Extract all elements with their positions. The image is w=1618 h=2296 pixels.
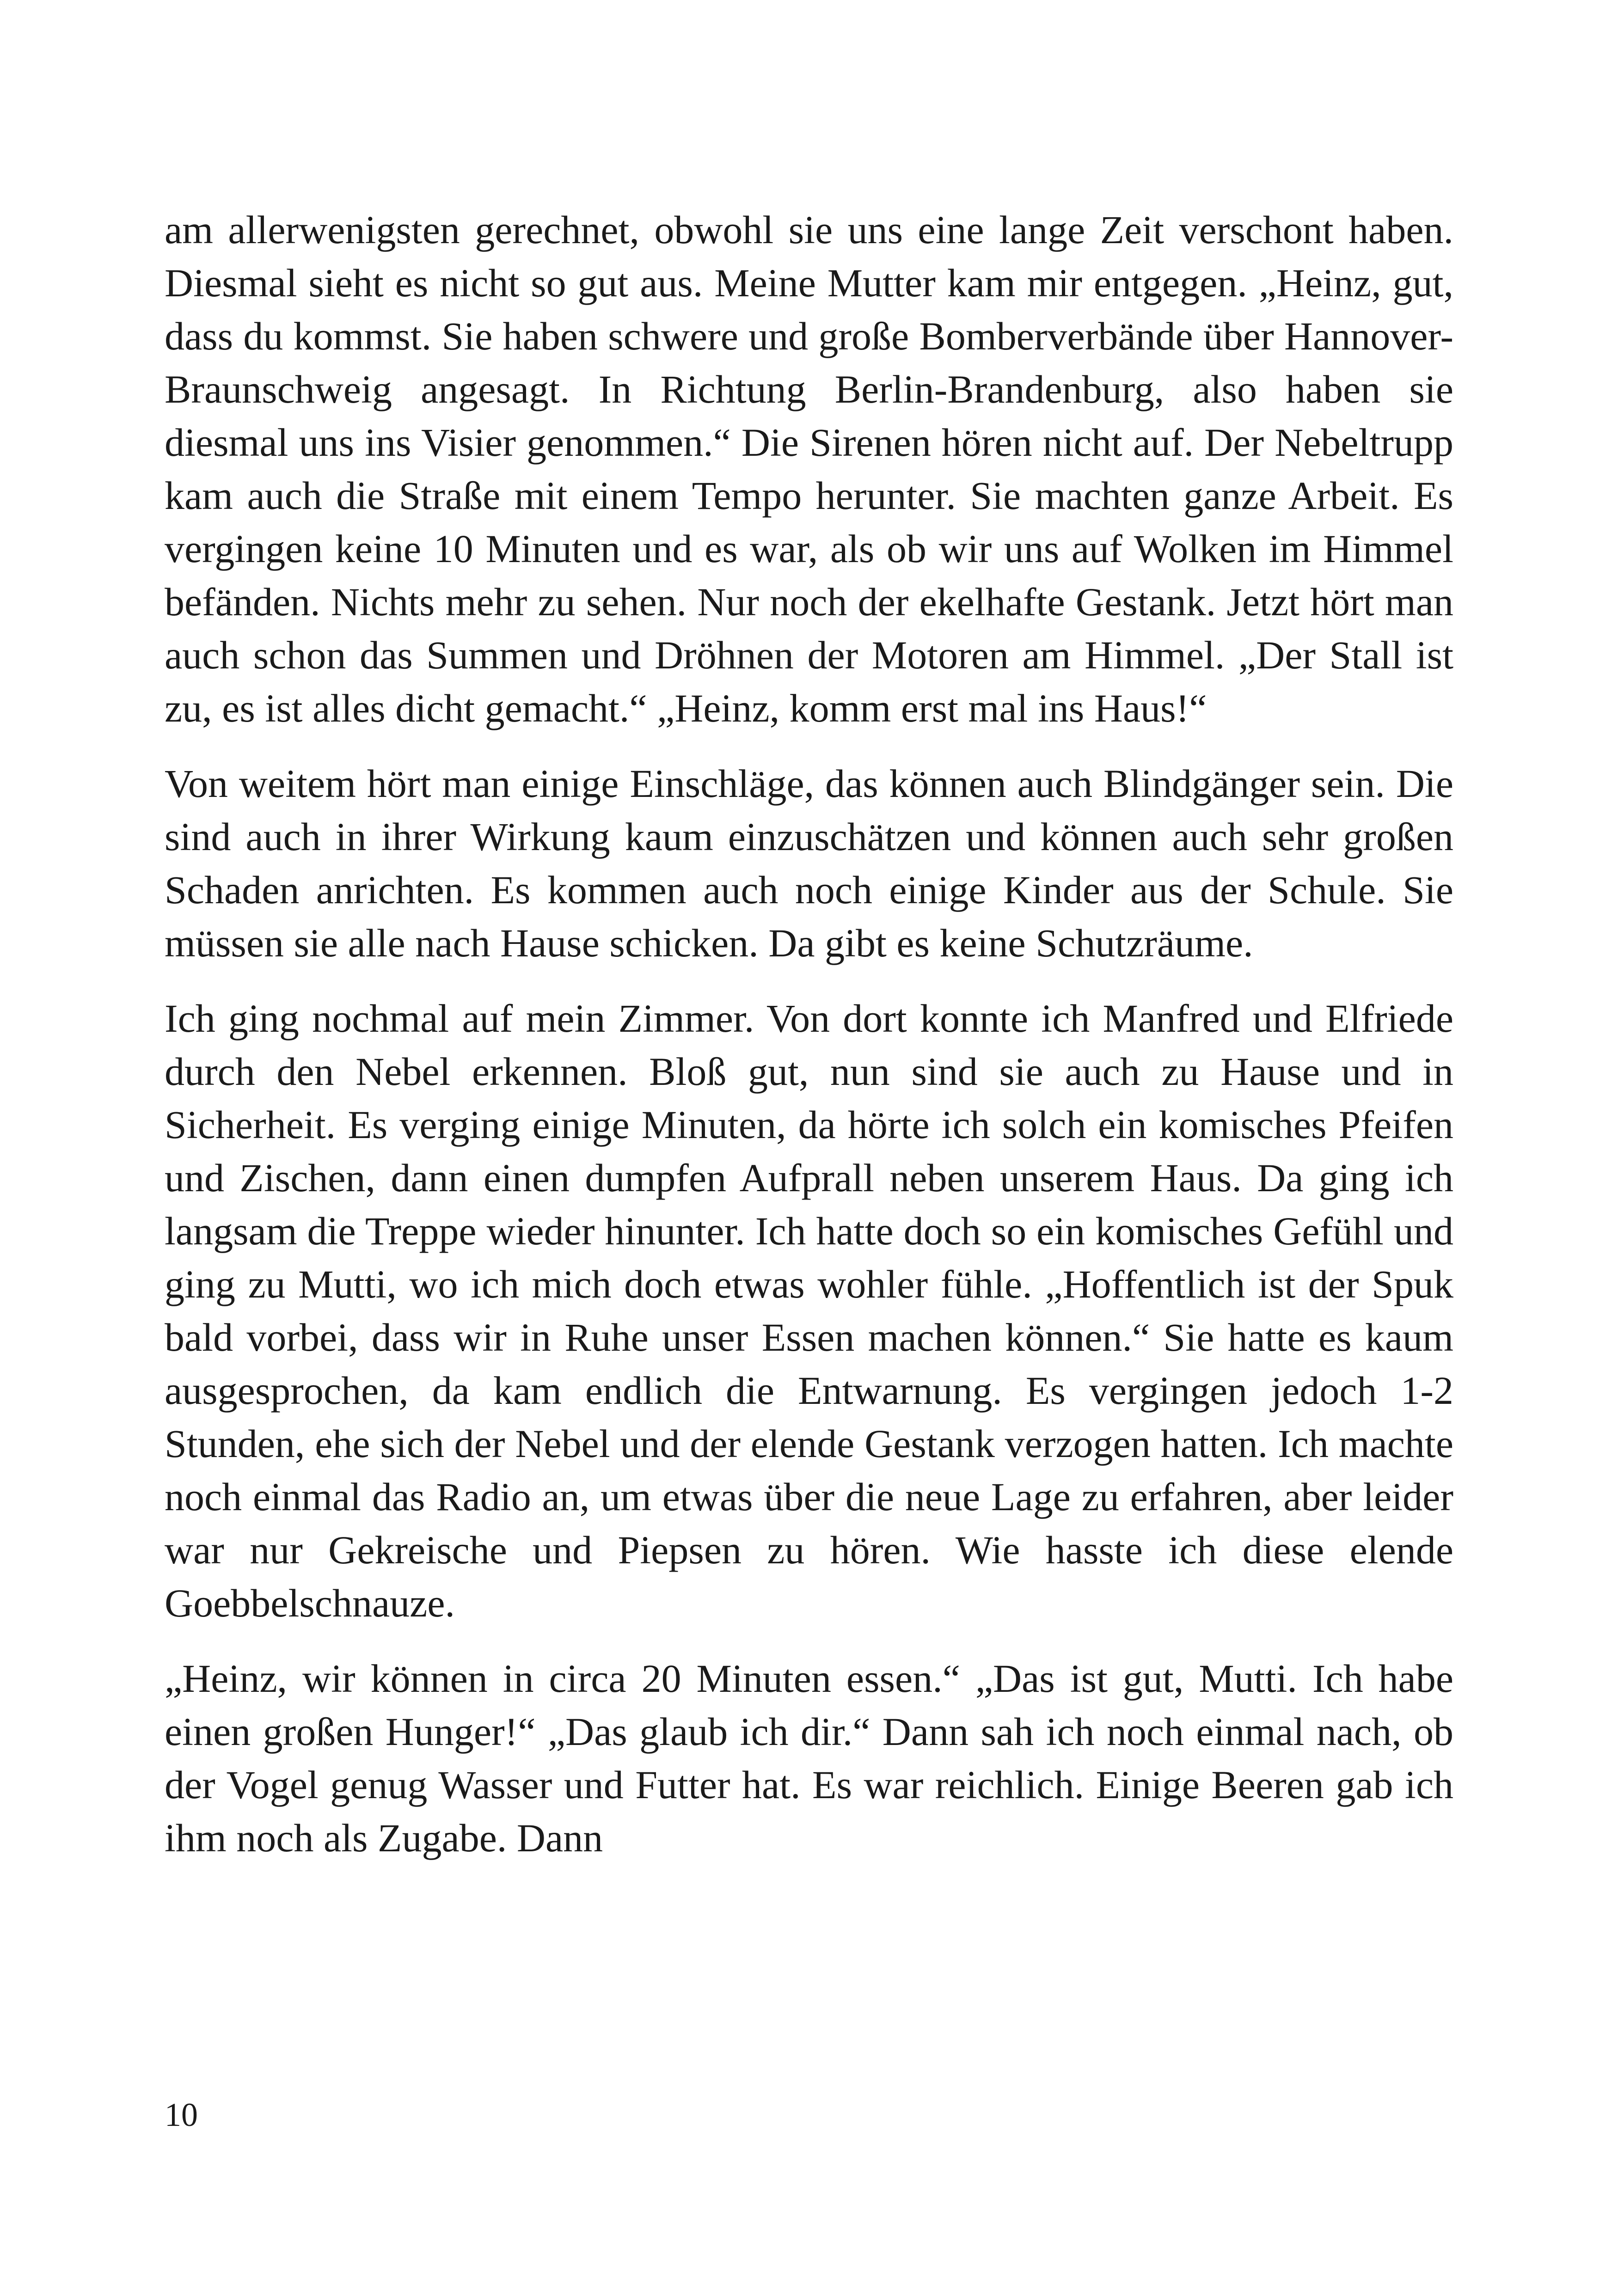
paragraph-4: „Heinz, wir können in circa 20 Minuten essen.“ „Das ist gut, Mutti. Ich habe einen großen Hunger!“ „Das glaub ich dir.“ Dann sah ich noch einmal nach, ob der Vogel genug Wasser und Futter hat. Es war reichlich. Einige Beeren gab ich ihm noch als Zugabe. Dann: [165, 1656, 1453, 1860]
paragraph-2: Von weitem hört man einige Einschläge, das können auch Blindgänger sein. Die sind auch in ihrer Wirkung kaum einzuschätzen und können auch sehr großen Schaden anrichten. Es kommen auch noch einige Kinder aus der Schule. Sie müssen sie alle nach Hause schicken. Da gibt es keine Schutzräume.: [165, 761, 1453, 965]
paragraph-3: Ich ging nochmal auf mein Zimmer. Von dort konnte ich Manfred und Elfriede durch den Nebel erkennen. Bloß gut, nun sind sie auch zu Hause und in Sicherheit. Es verging einige Minuten, da hörte ich solch ein komisches Pfeifen und Zischen, dann einen dumpfen Aufprall neben unserem Haus. Da ging ich langsam die Treppe wieder hinunter. Ich hatte doch so ein komisches Gefühl und ging zu Mutti, wo ich mich doch etwas wohler fühle. „Hoffentlich ist der Spuk bald vorbei, dass wir in Ruhe unser Essen machen können.“ Sie hatte es kaum ausgesprochen, da kam endlich die Entwarnung. Es vergingen jedoch 1-2 Stunden, ehe sich der Nebel und der elende Gestank verzogen hatten. Ich machte noch einmal das Radio an, um etwas über die neue Lage zu erfahren, aber leider war nur Gekreische und Piepsen zu hören. Wie hasste ich diese elende Goebbelschnauze.: [165, 996, 1453, 1625]
paragraph-1: am allerwenigsten gerechnet, obwohl sie uns eine lange Zeit verschont haben. Diesmal sieht es nicht so gut aus. Meine Mutter kam mir entgegen. „Heinz, gut, dass du kommst. Sie haben schwere und große Bomberverbände über Hannover-Braunschweig angesagt. In Richtung Berlin-Brandenburg, also haben sie diesmal uns ins Visier genommen.“ Die Sirenen hören nicht auf. Der Nebeltrupp kam auch die Straße mit einem Tempo herunter. Sie machten ganze Arbeit. Es vergingen keine 10 Minuten und es war, als ob wir uns auf Wolken im Himmel befänden. Nichts mehr zu sehen. Nur noch der ekelhafte Gestank. Jetzt hört man auch schon das Summen und Dröhnen der Motoren am Himmel. „Der Stall ist zu, es ist alles dicht gemacht.“ „Heinz, komm erst mal ins Haus!“: [165, 208, 1453, 730]
body-text: [165, 203, 1453, 1865]
page-number: 10: [165, 2096, 198, 2133]
